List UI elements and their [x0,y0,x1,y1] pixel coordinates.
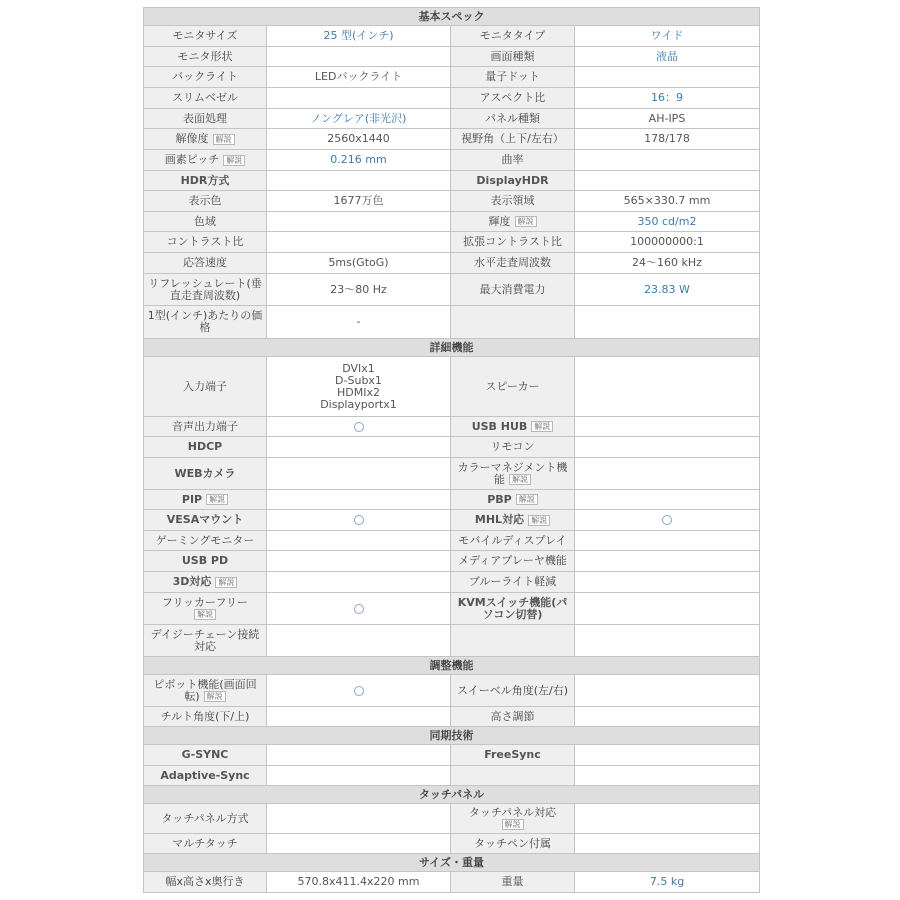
label-pip [144,490,267,510]
value-audio-output [267,417,451,437]
label-blue-light: ブルーライト軽減 [451,572,575,593]
label-flicker-free [144,593,267,625]
explanation-badge[interactable]: 解説 [194,609,216,620]
spec-row [144,593,760,625]
value-color-management [575,458,760,490]
value-panel-type: AH-IPS [575,109,760,129]
value-dimensions: 570.8x411.4x220 mm [267,872,451,893]
section-title: サイズ・重量 [144,854,760,872]
spec-row [144,707,760,727]
label-text: PIP [181,492,203,506]
value-brightness[interactable]: 350 cd/m2 [575,212,760,232]
label-hdr-method: HDR方式 [144,171,267,191]
spec-row [144,129,760,150]
spec-row [144,253,760,274]
section-title: タッチパネル [144,786,760,804]
value-adaptive-sync [267,766,451,786]
value-pip [267,490,451,510]
spec-row [144,572,760,593]
label-speaker: スピーカー [451,357,575,417]
explanation-badge[interactable]: 解説 [509,474,531,485]
label-color-gamut: 色域 [144,212,267,232]
label-mobile-display: モバイルディスプレイ [451,531,575,551]
value-daisy-chain [267,625,451,657]
label-empty [451,306,575,339]
explanation-badge[interactable]: 解説 [206,494,228,505]
input-port-item: HDMIx2 [337,385,380,399]
spec-row [144,437,760,458]
value-mobile-display [575,531,760,551]
label-surface-treatment: 表面処理 [144,109,267,129]
label-swivel: スイーベル角度(左/右) [451,675,575,707]
spec-row [144,88,760,109]
value-price-per-inch: - [267,306,451,339]
circle-check-icon [354,422,364,432]
spec-row [144,150,760,171]
value-viewing-angle: 178/178 [575,129,760,150]
label-tilt: チルト角度(下/上) [144,707,267,727]
label-empty [451,766,575,786]
label-monitor-shape: モニタ形状 [144,47,267,67]
label-pivot [144,675,267,707]
value-extended-contrast: 100000000:1 [575,232,760,253]
spec-row [144,306,760,339]
section-title: 調整機能 [144,657,760,675]
value-empty [575,306,760,339]
spec-row [144,191,760,212]
value-hdcp [267,437,451,458]
value-curvature [575,150,760,171]
spec-row [144,232,760,253]
label-display-area: 表示領域 [451,191,575,212]
spec-row [144,357,760,417]
label-display-colors: 表示色 [144,191,267,212]
label-price-per-inch: 1型(インチ)あたりの価格 [144,306,267,339]
section-header-basic-spec [144,8,760,26]
value-display-colors: 1677万色 [267,191,451,212]
label-backlight: バックライト [144,67,267,88]
value-weight[interactable]: 7.5 kg [575,872,760,893]
label-media-player: メディアプレーヤ機能 [451,551,575,572]
label-extended-contrast: 拡張コントラスト比 [451,232,575,253]
value-speaker [575,357,760,417]
label-screen-type: 画面種類 [451,47,575,67]
value-touch-pen [575,834,760,854]
explanation-badge[interactable]: 解説 [515,216,537,227]
section-header-adjustment [144,657,760,675]
explanation-badge[interactable]: 解説 [223,155,245,166]
spec-row [144,171,760,191]
spec-row [144,804,760,834]
label-multi-touch: マルチタッチ [144,834,267,854]
label-touch-method: タッチパネル方式 [144,804,267,834]
input-port-item: D-Subx1 [335,373,382,387]
value-height-adjust [575,707,760,727]
spec-row [144,417,760,437]
label-brightness [451,212,575,232]
value-color-gamut [267,212,451,232]
spec-row [144,551,760,572]
value-displayhdr [575,171,760,191]
label-text: カラーマネジメント機能 [457,460,568,486]
label-curvature: 曲率 [451,150,575,171]
value-refresh-rate: 23～80 Hz [267,274,451,306]
explanation-badge[interactable]: 解説 [516,494,538,505]
value-swivel [575,675,760,707]
spec-row [144,212,760,232]
value-g-sync [267,745,451,766]
spec-row [144,47,760,67]
value-blue-light [575,572,760,593]
spec-row [144,675,760,707]
value-pivot [267,675,451,707]
label-monitor-type: モニタタイプ [451,26,575,47]
label-freesync: FreeSync [451,745,575,766]
label-text: ピボット機能(画面回転) [153,677,257,703]
label-monitor-size: モニタサイズ [144,26,267,47]
value-empty [575,625,760,657]
value-monitor-shape [267,47,451,67]
value-touch-support [575,804,760,834]
label-text: PBP [487,492,512,506]
spec-row [144,531,760,551]
value-surface-treatment[interactable]: ノングレア(非光沢) [267,109,451,129]
label-text: 画素ピッチ [164,153,220,166]
label-touch-pen: タッチペン付属 [451,834,575,854]
value-empty [575,766,760,786]
label-vesa-mount: VESAマウント [144,510,267,531]
spec-table [143,7,760,893]
label-dimensions: 幅x高さx奥行き [144,872,267,893]
label-touch-support [451,804,575,834]
value-backlight: LEDバックライト [267,67,451,88]
value-aspect-ratio[interactable]: 16：9 [575,88,760,109]
label-g-sync: G-SYNC [144,745,267,766]
label-text: フリッカーフリー [161,595,249,609]
label-response-time: 応答速度 [144,253,267,274]
value-monitor-type[interactable]: ワイド [575,26,760,47]
spec-row [144,490,760,510]
label-viewing-angle: 視野角（上下/左右） [451,129,575,150]
circle-check-icon [354,604,364,614]
value-multi-touch [267,834,451,854]
label-gaming-monitor: ゲーミングモニター [144,531,267,551]
section-header-detailed-features [144,339,760,357]
explanation-badge[interactable]: 解説 [531,421,553,432]
label-remote: リモコン [451,437,575,458]
label-color-management [451,458,575,490]
input-port-item: DVIx1 [342,361,375,375]
section-header-touch-panel [144,786,760,804]
value-slim-bezel [267,88,451,109]
value-flicker-free [267,593,451,625]
label-3d-support [144,572,267,593]
value-monitor-size[interactable]: 25 型(インチ) [267,26,451,47]
label-text: 解像度 [175,132,209,145]
label-adaptive-sync: Adaptive-Sync [144,766,267,786]
spec-row [144,274,760,306]
label-usb-hub [451,417,575,437]
label-text: 輝度 [488,214,511,228]
value-usb-hub [575,417,760,437]
value-vesa-mount [267,510,451,531]
spec-row [144,766,760,786]
circle-check-icon [662,515,672,525]
label-quantum-dot: 量子ドット [451,67,575,88]
label-web-camera: WEBカメラ [144,458,267,490]
label-text: タッチパネル対応 [468,805,557,819]
label-displayhdr: DisplayHDR [451,171,575,191]
circle-check-icon [354,515,364,525]
value-max-power[interactable]: 23.83 W [575,274,760,306]
section-title: 基本スペック [144,8,760,26]
label-kvm-switch: KVMスイッチ機能(パソコン切替) [451,593,575,625]
value-touch-method [267,804,451,834]
label-input-ports: 入力端子 [144,357,267,417]
value-display-area: 565×330.7 mm [575,191,760,212]
spec-row [144,510,760,531]
section-title: 同期技術 [144,727,760,745]
label-audio-output: 音声出力端子 [144,417,267,437]
value-pbp [575,490,760,510]
value-usb-pd [267,551,451,572]
value-input-ports [267,357,451,417]
label-daisy-chain: デイジーチェーン接続対応 [144,625,267,657]
label-hdcp: HDCP [144,437,267,458]
explanation-badge[interactable]: 解説 [502,819,524,830]
label-horizontal-scan: 水平走査周波数 [451,253,575,274]
value-kvm-switch [575,593,760,625]
label-max-power: 最大消費電力 [451,274,575,306]
spec-row [144,109,760,129]
value-gaming-monitor [267,531,451,551]
label-empty [451,625,575,657]
value-contrast-ratio [267,232,451,253]
spec-row [144,745,760,766]
value-pixel-pitch[interactable]: 0.216 mm [267,150,451,171]
value-remote [575,437,760,458]
explanation-badge[interactable]: 解説 [213,134,235,145]
circle-check-icon [354,686,364,696]
label-mhl [451,510,575,531]
label-text: 3D対応 [172,575,212,588]
input-port-item: Displayportx1 [320,397,397,411]
spec-row [144,834,760,854]
section-header-size-weight [144,854,760,872]
label-height-adjust: 高さ調節 [451,707,575,727]
label-text: USB HUB [471,419,528,433]
value-mhl [575,510,760,531]
label-pbp [451,490,575,510]
explanation-badge[interactable]: 解説 [528,515,550,526]
explanation-badge[interactable]: 解説 [204,691,226,702]
label-aspect-ratio: アスペクト比 [451,88,575,109]
value-media-player [575,551,760,572]
section-title: 詳細機能 [144,339,760,357]
value-freesync [575,745,760,766]
explanation-badge[interactable]: 解説 [215,577,237,588]
label-weight: 重量 [451,872,575,893]
spec-row [144,872,760,893]
spec-row [144,458,760,490]
value-web-camera [267,458,451,490]
section-header-sync-tech [144,727,760,745]
label-resolution [144,129,267,150]
label-panel-type: パネル種類 [451,109,575,129]
label-text: MHL対応 [474,513,525,526]
value-hdr-method [267,171,451,191]
spec-row [144,625,760,657]
value-screen-type[interactable]: 液晶 [575,47,760,67]
spec-row [144,26,760,47]
value-resolution: 2560x1440 [267,129,451,150]
label-refresh-rate: リフレッシュレート(垂直走査周波数) [144,274,267,306]
label-contrast-ratio: コントラスト比 [144,232,267,253]
value-response-time: 5ms(GtoG) [267,253,451,274]
value-horizontal-scan: 24～160 kHz [575,253,760,274]
value-tilt [267,707,451,727]
label-slim-bezel: スリムベゼル [144,88,267,109]
label-usb-pd: USB PD [144,551,267,572]
value-quantum-dot [575,67,760,88]
label-pixel-pitch [144,150,267,171]
value-3d-support [267,572,451,593]
spec-row [144,67,760,88]
